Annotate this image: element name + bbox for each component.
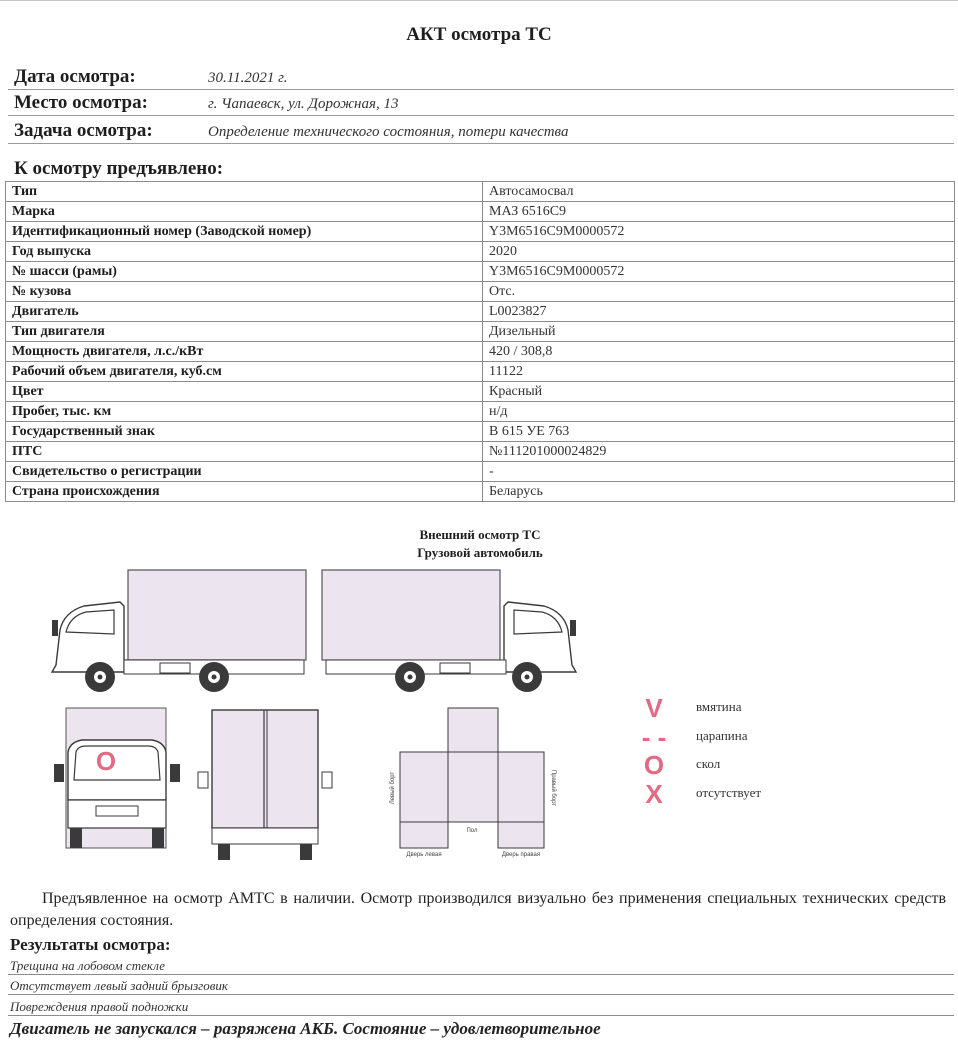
truck-front-view [54,708,180,848]
spec-value: 420 / 308,8 [483,342,955,362]
spec-key: Тип двигателя [6,322,483,342]
date-value: 30.11.2021 г. [208,70,288,86]
spec-value: н/д [483,402,955,422]
specs-table [5,181,955,502]
right-side-label: Правый борт [550,769,556,807]
spec-row [6,302,955,322]
legend-label: вмятина [696,699,742,714]
spec-row [6,462,955,482]
left-side-label: Левый борт [390,771,396,805]
truck-rear-view [198,710,332,860]
right-door-label: Дверь правая [501,852,541,858]
spec-value: Красный [483,382,955,402]
spec-key: № шасси (рамы) [6,262,483,282]
scratch-symbol-icon: - - [641,721,667,752]
spec-row [6,342,955,362]
spec-key: № кузова [6,282,483,302]
spec-row [6,282,955,302]
spec-row [6,362,955,382]
spec-row [6,422,955,442]
spec-row [6,242,955,262]
result-item [8,958,954,975]
header-row-date [8,67,954,90]
spec-value: №111201000024829 [483,442,955,462]
damage-mark-windshield: O [95,746,117,776]
spec-value: Отс. [483,282,955,302]
cargo-body-unfolded [389,708,557,858]
spec-key: Страна происхождения [6,482,483,502]
spec-value: МАЗ 6516С9 [483,202,955,222]
spec-row [6,222,955,242]
section-title: К осмотру предъявлено: [14,158,224,179]
spec-value: L0023827 [483,302,955,322]
spec-row [6,322,955,342]
spec-row [6,182,955,202]
dent-symbol-icon: V [645,693,663,723]
header-row-place [8,93,954,116]
legend-label: скол [696,756,721,771]
spec-row [6,402,955,422]
legend-label: царапина [696,727,748,743]
diagram-subtitle: Грузовой автомобиль [417,545,543,560]
result-text: Повреждения правой подножки [10,999,189,1014]
spec-value: Дизельный [483,322,955,342]
spec-key: Свидетельство о регистрации [6,462,483,482]
spec-key: Марка [6,202,483,222]
missing-symbol-icon: X [645,778,663,809]
task-value: Определение технического состояния, потери качества [208,124,569,140]
spec-row [6,202,955,222]
spec-value: 11122 [483,362,955,382]
results-title: Результаты осмотра: [10,935,171,954]
result-text: Трещина на лобовом стекле [10,958,165,973]
spec-row [6,482,955,502]
chip-symbol-icon: O [643,750,665,780]
conclusion: Двигатель не запускался – разряжена АКБ. Состояние – удовлетворительное [10,1019,601,1038]
document-title: АКТ осмотра ТС [406,24,552,45]
result-text: Отсутствует левый задний брызговик [10,978,228,993]
spec-key: Рабочий объем двигателя, куб.см [6,362,483,382]
inspection-paragraph [10,888,946,932]
top-border [0,0,958,1]
spec-value: 2020 [483,242,955,262]
task-label: Задача осмотра: [14,120,153,141]
spec-key: ПТС [6,442,483,462]
spec-value: Y3M6516C9M0000572 [483,262,955,282]
header-row-task [8,121,954,144]
truck-left-side-view [52,570,306,692]
spec-key: Государственный знак [6,422,483,442]
date-label: Дата осмотра: [14,66,136,87]
spec-row [6,382,955,402]
diagram-title: Внешний осмотр ТС [419,527,541,542]
paragraph-text: Предъявленное на осмотр АМТС в наличии. Осмотр производился визуально без применения специальных технических средств определения состояния. [10,890,946,929]
spec-key: Год выпуска [6,242,483,262]
spec-value: Y3M6516C9M0000572 [483,222,955,242]
left-door-label: Дверь левая [406,852,442,858]
place-value: г. Чапаевск, ул. Дорожная, 13 [208,96,399,112]
spec-key: Пробег, тыс. км [6,402,483,422]
vehicle-diagram [0,560,620,865]
spec-value: Автосамосвал [483,182,955,202]
spec-value: Беларусь [483,482,955,502]
place-label: Место осмотра: [14,92,148,113]
spec-key: Цвет [6,382,483,402]
spec-row [6,262,955,282]
legend-label: отсутствует [696,784,762,800]
result-item [8,999,954,1016]
floor-label: Пол [466,828,478,834]
result-item [8,978,954,995]
spec-key: Двигатель [6,302,483,322]
truck-right-side-view [322,570,576,692]
spec-value: - [483,462,955,482]
spec-row [6,442,955,462]
spec-value: В 615 УЕ 763 [483,422,955,442]
spec-key: Тип [6,182,483,202]
spec-key: Мощность двигателя, л.с./кВт [6,342,483,362]
spec-key: Идентификационный номер (Заводской номер) [6,222,483,242]
diagram-heading [300,526,660,562]
